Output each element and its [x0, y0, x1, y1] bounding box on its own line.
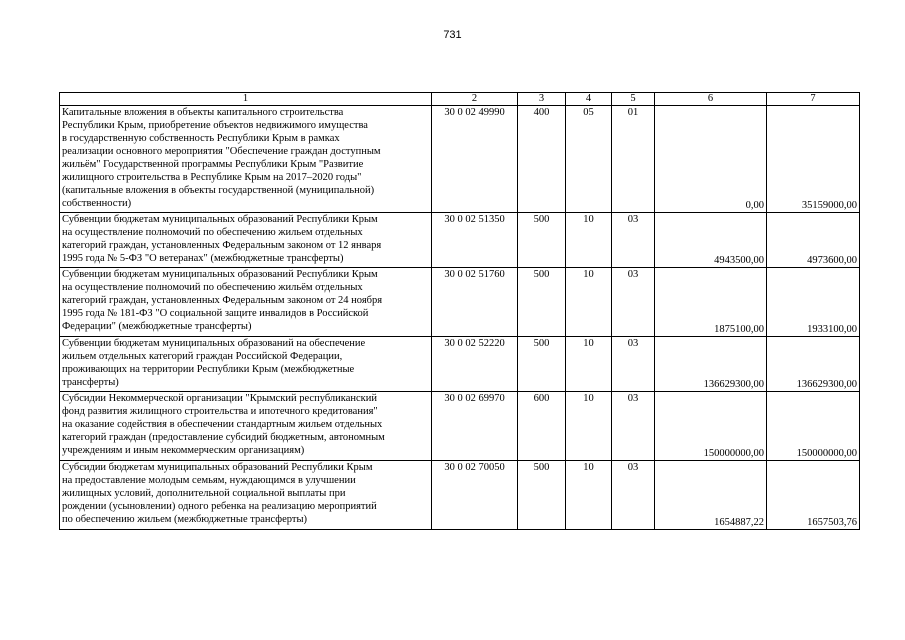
header-cell: 5 — [612, 93, 655, 106]
header-cell: 2 — [432, 93, 518, 106]
description-cell: Субвенции бюджетам муниципальных образований Республики Крым на осуществление полномочий по обеспечению жильём отдельных категорий граждан, установленных Федеральным законом от 24 ноября 1995 года № 181-ФЗ "О социальной защите инвалидов в Российской Федерации" (межбюджетные трансферты) — [60, 268, 432, 337]
section-cell: 10 — [566, 337, 612, 392]
amount-cell: 4973600,00 — [767, 213, 860, 268]
target-code-cell: 30 0 02 51760 — [432, 268, 518, 337]
section-cell: 10 — [566, 392, 612, 461]
table-row — [60, 337, 860, 392]
subsection-cell: 03 — [612, 392, 655, 461]
description-cell: Субвенции бюджетам муниципальных образований Республики Крым на осуществление полномочий по обеспечению жильем отдельных категорий граждан, установленных Федеральным законом от 12 января 1995 года № 5-ФЗ "О ветеранах" (межбюджетные трансферты) — [60, 213, 432, 268]
section-cell: 10 — [566, 461, 612, 530]
header-cell: 1 — [60, 93, 432, 106]
section-cell: 10 — [566, 268, 612, 337]
header-cell: 3 — [518, 93, 566, 106]
page-number: 731 — [443, 29, 462, 41]
target-code-cell: 30 0 02 51350 — [432, 213, 518, 268]
expense-type-cell: 600 — [518, 392, 566, 461]
amount-cell: 4943500,00 — [655, 213, 767, 268]
expense-type-cell: 500 — [518, 213, 566, 268]
subsection-cell: 03 — [612, 461, 655, 530]
expense-type-cell: 400 — [518, 106, 566, 213]
amount-cell: 150000000,00 — [767, 392, 860, 461]
amount-cell: 1657503,76 — [767, 461, 860, 530]
subsection-cell: 01 — [612, 106, 655, 213]
amount-cell: 1875100,00 — [655, 268, 767, 337]
description-cell: Капитальные вложения в объекты капитального строительства Республики Крым, приобретение объектов недвижимого имущества в государственную собственность Республики Крым в рамках реализации основного мероприятия "Обеспечение граждан доступным жильём" Государственной программы Республики Крым "Развитие жилищного строительства в Республике Крым на 2017–2020 годы" (капитальные вложения в объекты государственной (муниципальной) собственности) — [60, 106, 432, 213]
budget-table — [59, 92, 860, 530]
target-code-cell: 30 0 02 70050 — [432, 461, 518, 530]
expense-type-cell: 500 — [518, 337, 566, 392]
amount-cell: 136629300,00 — [655, 337, 767, 392]
amount-cell: 136629300,00 — [767, 337, 860, 392]
table-row — [60, 213, 860, 268]
amount-cell: 35159000,00 — [767, 106, 860, 213]
expense-type-cell: 500 — [518, 461, 566, 530]
header-cell: 4 — [566, 93, 612, 106]
description-cell: Субсидии бюджетам муниципальных образований Республики Крым на предоставление молодым семьям, нуждающимся в улучшении жилищных условий, дополнительной социальной выплаты при рождении (усыновлении) одного ребенка на реализацию мероприятий по обеспечению жильем (межбюджетные трансферты) — [60, 461, 432, 530]
amount-cell: 1654887,22 — [655, 461, 767, 530]
table-row — [60, 106, 860, 213]
table-row — [60, 392, 860, 461]
table-row — [60, 461, 860, 530]
target-code-cell: 30 0 02 49990 — [432, 106, 518, 213]
subsection-cell: 03 — [612, 337, 655, 392]
header-cell: 6 — [655, 93, 767, 106]
subsection-cell: 03 — [612, 268, 655, 337]
subsection-cell: 03 — [612, 213, 655, 268]
target-code-cell: 30 0 02 52220 — [432, 337, 518, 392]
description-cell: Субвенции бюджетам муниципальных образований на обеспечение жильем отдельных категорий граждан Российской Федерации, проживающих на территории Республики Крым (межбюджетные трансферты) — [60, 337, 432, 392]
section-cell: 05 — [566, 106, 612, 213]
section-cell: 10 — [566, 213, 612, 268]
amount-cell: 150000000,00 — [655, 392, 767, 461]
target-code-cell: 30 0 02 69970 — [432, 392, 518, 461]
description-cell: Субсидии Некоммерческой организации "Крымский республиканский фонд развития жилищного строительства и ипотечного кредитования" на оказание содействия в обеспечении стандартным жильем отдельных категорий граждан (предоставление субсидий бюджетным, автономным учреждениям и иным некоммерческим организациям) — [60, 392, 432, 461]
amount-cell: 0,00 — [655, 106, 767, 213]
header-row — [60, 93, 860, 106]
expense-type-cell: 500 — [518, 268, 566, 337]
table-row — [60, 268, 860, 337]
header-cell: 7 — [767, 93, 860, 106]
amount-cell: 1933100,00 — [767, 268, 860, 337]
